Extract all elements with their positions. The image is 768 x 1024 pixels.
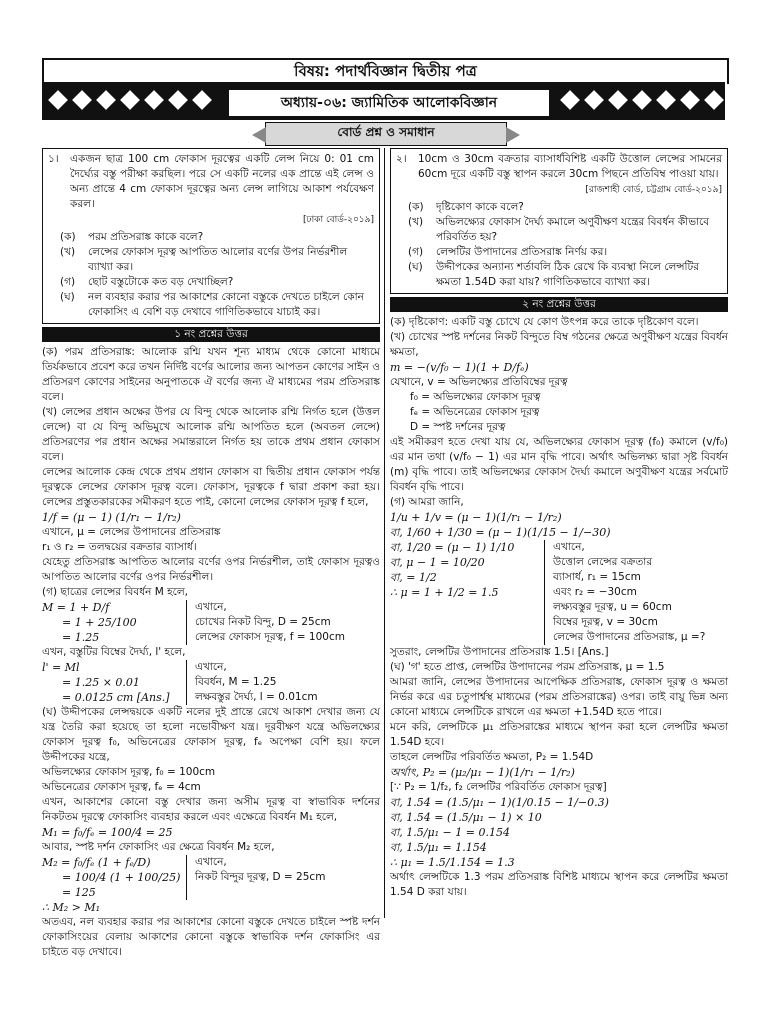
sub-question: (গ) লেন্সটির উপাদানের প্রতিসরাঙ্ক নির্ণয় কর। xyxy=(408,246,608,258)
equation-line: বা, 1.5/μ₁ − 1 = 0.154 xyxy=(390,826,510,839)
diamond-decoration-left xyxy=(48,85,212,115)
answer-gha: (ঘ) 'গ' হতে প্রাপ্ত, লেন্সটির উপাদানের পরম প্রতিসরাঙ্ক, μ = 1.5 xyxy=(390,661,665,673)
equation-block: M = 1 + D/f = 1 + 25/100 = 1.25 এখানে, চোখের নিকট বিন্দু, D = 25cm লেন্সের ফোকাস দূরত্ব, f = 100cm xyxy=(42,601,345,644)
question-stem: 10cm ও 30cm বক্রতার ব্যাসার্ধবিশিষ্ট একটি উত্তোল লেন্সের সামনের 60cm দূরে একটি বস্তু স্থাপন করলে 30cm পিছনে প্রতিবিম্ব পাওয়া যায়। xyxy=(418,153,722,180)
answer-gha-text: অভিলক্ষ্যের ফোকাস দূরত্ব, f₀ = 100cm xyxy=(42,766,216,778)
answer-gha-text: অভিনেত্রের ফোকাস দূরত্ব, fₑ = 4cm xyxy=(42,781,201,793)
sub-question: (ঘ) নল ব্যবহার করার পর আকাশের কোনো বস্তুকে দেখতে চাইলে কোন ফোকাসিং এ বেশি বড় দেখাবে গাণিতিকভাবে যাচাই কর। xyxy=(60,291,364,318)
microscope-magnification-equation: m = −(v/f₀ − 1)(1 + D/fₑ) xyxy=(390,361,529,374)
question-source: [রাজশাহী বোর্ড, চট্টগ্রাম বোর্ড-২০১৯] xyxy=(585,185,722,195)
equation-note: [∵ P₂ = 1/f₂, f₂ লেন্সটির পরিবর্তিত ফোকাস দূরত্ব] xyxy=(390,781,607,793)
answer-ga: (গ) আমরা জানি, xyxy=(390,496,464,508)
question-source: [ঢাকা বোর্ড-২০১৯] xyxy=(302,215,374,225)
section-ribbon: বোর্ড প্রশ্ন ও সমাধান xyxy=(265,122,507,146)
chapter-banner xyxy=(42,82,725,120)
equation-line: বা, 1.54 = (1.5/μ₁ − 1)(1/0.15 − 1/−0.3) xyxy=(390,796,609,809)
answer-kha-text: লেন্সের আলোক কেন্দ্র থেকে প্রথম প্রধান ফোকাস বা দ্বিতীয় প্রধান ফোকাস পর্যন্ত দূরত্বকে লেন্সের ফোকাস দূরত্ব বলে। ফোকাস, দূরত্বকে f দ্বারা প্রকাশ করা হয়। লেন্সের প্রস্তুতকারকের সমীকরণ হতে পাই, কোনো লেন্সের ফোকাস দূরত্ব f হলে, xyxy=(42,466,380,508)
answer-gha-text: এখন, আকাশের কোনো বস্তু দেখার জন্য অসীম দূরত্ব বা স্বাভাবিক দর্শনের নিকটতম দূরত্বে ফোকাসিং ব্যবহার করলে এবং এক্ষেত্রে বিবর্ধন M₁ হলে, xyxy=(42,796,380,823)
equation-line: বা, 1.5/μ₁ = 1.154 xyxy=(390,841,487,854)
answer-gha-text: আবার, স্পষ্ট দর্শন ফোকাসিং এর ক্ষেত্রে বিবর্ধন M₂ হলে, xyxy=(42,841,275,853)
answer-kha-text: f₀ = অভিলক্ষ্যের ফোকাস দূরত্ব xyxy=(410,391,541,403)
answer-gha-conclusion: অতএব, নল ব্যবহার করার পর আকাশের কোনো বস্তুকে দেখতে চাইলে স্পষ্ট দর্শন ফোকাসিংয়ের বেলায় আকাশের কোনো বস্তুকে স্বাভাবিক দর্শন ফোকাসিং এর চাইতে বড় দেখাবে। xyxy=(42,916,380,958)
equation-line: ∴ μ₁ = 1.5/1.154 = 1.3 xyxy=(390,856,515,869)
answer-ga-result: সুতরাং, লেন্সটির উপাদানের প্রতিসরাঙ্ক 1.5। [Ans.] xyxy=(390,646,609,658)
equation-line: বা, 1.54 = (1.5/μ₁ − 1) × 10 xyxy=(390,811,542,824)
answer-gha-text: মনে করি, লেন্সটিকে μ₁ প্রতিসরাঙ্কের মাধ্যমে স্থাপন করা হলে লেন্সটির ক্ষমতা 1.54D হবে। xyxy=(390,721,728,748)
answer-ka: (ক) দৃষ্টিকোণ: একটি বস্তু চোখে যে কোণ উৎপন্ন করে তাকে দৃষ্টিকোণ বলে। xyxy=(390,316,699,328)
sub-question: (খ) লেন্সের ফোকাস দূরত্ব আপতিত আলোর বর্ণের উপর নির্ভরশীল ব্যাখ্যা কর। xyxy=(60,246,348,273)
answer-heading: ১ নং প্রশ্নের উত্তর xyxy=(42,327,380,342)
answer-gha-conclusion: অর্থাৎ লেন্সটিকে 1.3 পরম প্রতিসরাঙ্ক বিশিষ্ট মাধ্যমে স্থাপন করে লেন্সটির ক্ষমতা 1.54 D করা যায়। xyxy=(390,871,728,898)
answer-gha-text: আমরা জানি, লেন্সের উপাদানের আপেক্ষিক প্রতিসরাঙ্ক, ফোকাস দূরত্ব ও ক্ষমতা নির্ভর করে এর চতুপার্শ্বস্থ মাধ্যমের (পরম প্রতিসরাঙ্কের) ওপর। তাই বায়ু ভিন্ন অন্য কোনো মাধ্যমে লেন্সটিকে রাখলে এর ক্ষমতা +1.54D হতে পারে। xyxy=(390,676,728,718)
question-1-column xyxy=(42,148,380,960)
answer-kha-text: D = স্পষ্ট দর্শনের দূরত্ব xyxy=(410,421,506,433)
sub-question: (গ) ছোট বস্তুটোকে কত বড় দেখাচ্ছিল? xyxy=(60,276,234,288)
answer-ka: (ক) পরম প্রতিসরাঙ্ক: আলোক রশ্মি যখন শূন্য মাধ্যম থেকে কোনো মাধ্যমে তির্যকভাবে প্রবেশ করে তখন নির্দিষ্ট বর্ণের আলোর জন্য আপতন কোণের সাইন ও প্রতিসরণ কোণের সাইনের অনুপাতকে ঐ বর্ণের জন্য ঐ মাধ্যমের পরম প্রতিসরাঙ্ক বলে। xyxy=(42,346,380,403)
answer-heading: ২ নং প্রশ্নের উত্তর xyxy=(390,297,728,312)
equation-block: বা, 1/20 = (μ − 1) 1/10 বা, μ − 1 = 10/20 বা, = 1/2 ∴ μ = 1 + 1/2 = 1.5 এখানে, উত্তোল লেন্সের বক্রতার ব্যাসার্ধ, r₁ = 15cm এবং r₂ = −30cm লক্ষ্যবস্তুর দূরত্ব, u = 60cm বিম্বের দূরত্ব, v = 30cm লেন্সের উপাদানের প্রতিসরাঙ্ক, μ =? xyxy=(390,541,706,643)
sub-question: (ঘ) উদ্দীপকের অন্যান্য শর্তাবলি ঠিক রেখে কি ব্যবস্থা নিলে লেন্সটির ক্ষমতা 1.54D করা যায়? গাণিতিকভাবে ব্যাখ্যা কর। xyxy=(408,261,700,288)
column-divider xyxy=(384,148,385,918)
answer-kha-text: এখানে, μ = লেন্সের উপাদানের প্রতিসরাঙ্ক xyxy=(42,526,221,538)
comparison: ∴ M₂ > M₁ xyxy=(42,901,101,914)
answer-kha: (খ) চোখের স্পষ্ট দর্শনের নিকট বিন্দুতে বিম্ব গঠনের ক্ষেত্রে অণুবীক্ষণ যন্ত্রের বিবর্ধন ক্ষমতা, xyxy=(390,331,728,358)
equation-line: বা, 1/60 + 1/30 = (μ − 1)(1/15 − 1/−30) xyxy=(390,526,611,539)
equation-block: M₂ = f₀/fₑ (1 + fₑ/D) = 100/4 (1 + 100/25) = 125 এখানে, নিকট বিন্দুর দূরত্ব, D = 25cm xyxy=(42,856,326,899)
equation-line: 1/u + 1/v = (μ − 1)(1/r₁ − 1/r₂) xyxy=(390,511,562,524)
question-2-column xyxy=(390,148,728,900)
answer-kha-text: fₑ = অভিনেত্রের ফোকাস দূরত্ব xyxy=(410,406,540,418)
equation-line: অর্থাৎ, P₂ = (μ₂/μ₁ − 1)(1/r₁ − 1/r₂) xyxy=(390,766,575,779)
answer-kha: (খ) লেন্সের প্রধান অক্ষের উপর যে বিন্দু থেকে আলোক রশ্মি নির্গত হলে (উত্তল লেন্সে) বা যে বিন্দু অভিমুখে আলোক রশ্মি আপতিত হলে (অবতল লেন্সে) প্রতিসরণের পর প্রধান অক্ষের সমান্তরালে নির্গত হয় তাকে প্রথম প্রধান ফোকাস বলে। xyxy=(42,406,380,463)
question-number: ১। xyxy=(48,153,59,165)
answer-gha: (ঘ) উদ্দীপকের লেন্সদ্বয়কে একটি নলের দুই প্রান্তে রেখে আকাশ দেখার জন্য যে যন্ত্র তৈরি করা হয়েছে তা হলো নভোবীক্ষণ যন্ত্র। দূরবীক্ষণ যন্ত্রে অভিলক্ষ্যের ফোকাস দূরত্ব f₀, অভিনেত্রের ফোকাস দূরত্ব, fₑ অপেক্ষা বেশি হয়। ফলে উদ্দীপকের যন্ত্রে, xyxy=(42,706,380,763)
magnification-m1: M₁ = f₀/fₑ = 100/4 = 25 xyxy=(42,826,173,839)
sub-question: (খ) অভিলক্ষ্যের ফোকাস দৈর্ঘ্য কমালে অণুবীক্ষণ যন্ত্রের বিবর্ধন কীভাবে পরিবর্তিত হয়? xyxy=(408,216,710,243)
question-1-box xyxy=(42,148,380,324)
question-2-box xyxy=(390,148,728,294)
equation-block: l' = Ml = 1.25 × 0.01 = 0.0125 cm [Ans.] এখানে, বিবর্ধন, M = 1.25 লক্ষবস্তুর দৈর্ঘ্য, l = 0.01cm xyxy=(42,661,318,704)
answer-ga: (গ) ছাত্রের লেন্সের বিবর্ধন M হলে, xyxy=(42,586,189,598)
question-number: ২। xyxy=(396,153,407,165)
answer-kha-text: r₁ ও r₂ = তলদ্বয়ের বক্রতার ব্যাসার্ধ। xyxy=(42,541,197,553)
answer-kha-text: যেখানে, v = অভিলক্ষ্যের প্রতিবিম্বের দূরত্ব xyxy=(390,376,568,388)
sub-question: (ক) পরম প্রতিসরাঙ্ক কাকে বলে? xyxy=(60,231,204,243)
answer-gha-text: তাহলে লেন্সটির পরিবর্তিত ক্ষমতা, P₂ = 1.54D xyxy=(390,751,594,763)
diamond-decoration-right xyxy=(560,85,724,115)
lens-maker-equation: 1/f = (μ − 1) (1/r₁ − 1/r₂) xyxy=(42,511,181,524)
sub-question: (ক) দৃষ্টিকোণ কাকে বলে? xyxy=(408,201,524,213)
answer-kha-text: এই সমীকরণ হতে দেখা যায় যে, অভিলক্ষ্যের ফোকাস দূরত্ব (f₀) কমালে (v/f₀) এর মান তথা (v/f₀ − 1) এর মান বৃদ্ধি পাবে। অর্থাৎ অভিলক্ষ্য দ্বারা সৃষ্ট বিবর্ধন (m) বৃদ্ধি পাবে। তাই অভিলক্ষ্যের ফোকাস দৈর্ঘ্য কমালে অণুবীক্ষণ যন্ত্রের সর্বমোট বিবর্ধন বৃদ্ধি পাবে। xyxy=(390,436,728,493)
question-stem: একজন ছাত্র 100 cm ফোকাস দূরত্বের একটি লেন্স নিয়ে 0: 01 cm দৈর্ঘ্যের বস্তু পরীক্ষা করছিল। পরে সে একটি নলের এক প্রান্তে এই লেন্স ও অন্য প্রান্তে 4 cm ফোকাস দূরত্বের অন্য লেন্স লাগিয়ে আকাশ পর্যবেক্ষণ করল। xyxy=(70,153,374,210)
answer-ga-text: এখন, বস্তুটির বিম্বের দৈর্ঘ্য, l' হলে, xyxy=(42,646,186,658)
answer-kha-text: যেহেতু প্রতিসরাঙ্ক আপতিত আলোর বর্ণের ওপর নির্ভরশীল, তাই ফোকাস দূরত্বও আপতিত আলোর বর্ণের ওপর নির্ভরশীল। xyxy=(42,556,380,583)
chapter-title: অধ্যায়-০৬: জ্যামিতিক আলোকবিজ্ঞান xyxy=(227,88,551,118)
subject-title: বিষয়: পদার্থবিজ্ঞান দ্বিতীয় পত্র xyxy=(42,58,729,84)
